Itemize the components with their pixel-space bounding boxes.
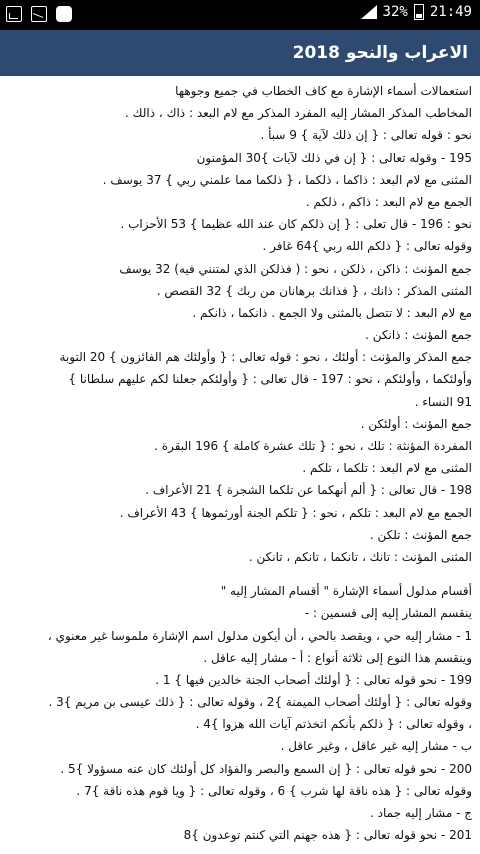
- text-line: وقوله تعالى : { ذلكم الله ربي }64 غافر .: [262, 239, 472, 254]
- text-line: أقسام مدلول أسماء الإشارة " أقسام المشار إليه ": [220, 584, 472, 599]
- text-line: المثنى مع لام البعد : تلكما ، تلكم .: [302, 461, 472, 476]
- text-line: وقوله تعالى : { أولئك أصحاب الميمنة }2 ، وقوله تعالى : { ذلك عيسى بن مريم }3 .: [48, 695, 472, 710]
- text-line: جمع المذكر والمؤنث : أولئك ، نحو : قوله تعالى : { وأولئك هم الفائزون } 20 التوبة: [59, 350, 472, 365]
- text-line: نحو : قوله تعالى : { إن ذلك لآية } 9 سبأ .: [260, 128, 472, 143]
- text-line: المفردة المؤنثة : تلك ، نحو : { تلك عشرة كاملة } 196 البقرة .: [154, 439, 472, 453]
- text-line: وأولئكما ، وأولئكم ، نحو : 197 - قال تعالى : { وأولئكم جعلنا لكم عليهم سلطانا }: [68, 372, 472, 387]
- text-line: ب - مشار إليه غير عاقل ، وغير عاقل .: [280, 739, 472, 754]
- page-title: الاعراب والنحو 2018: [292, 43, 468, 63]
- text-line: [4, 568, 472, 580]
- text-line: جمع المؤنث : ذاكن ، ذلكن ، نحو : ( فذلكن الذي لمتنني فيه) 32 يوسف: [119, 261, 472, 276]
- text-line: 199 - نحو قوله تعالى : { أولئك أصحاب الجنة خالدين فيها } 1 .: [155, 672, 472, 687]
- text-line: وينقسم هذا النوع إلى ثلاثة أنواع : أ - مشار إليه عاقل .: [203, 650, 472, 665]
- text-line: جمع المؤنث : أولئكن .: [360, 416, 472, 431]
- clock: 21:49: [429, 4, 472, 20]
- text-line: 91 النساء .: [414, 394, 472, 409]
- status-bar: [0, 0, 480, 30]
- text-line: وقوله تعالى : { هذه ناقة لها شرب } 6 ، وقوله تعالى : { ويا قوم هذه ناقة }7 .: [76, 783, 472, 798]
- game-notification-icon: [56, 6, 72, 22]
- text-line: مع لام البعد : لا تتصل بالمثنى ولا الجمع . ذانكما ، ذانكم .: [192, 305, 472, 320]
- text-line: استعمالات أسماء الإشارة مع كاف الخطاب في جميع وجوهها: [175, 84, 472, 98]
- text-line: ينقسم المشار إليه إلى قسمين : -: [304, 606, 472, 621]
- text-line: المثنى المؤنث : تانك ، تانكما ، تانكم ، تانكن .: [248, 549, 472, 564]
- text-line: الجمع مع لام البعد : ذاكم ، ذلكم .: [305, 194, 472, 209]
- mail-notification-icon: [31, 6, 47, 22]
- text-line: جمع المؤنث : ذانكن .: [365, 328, 472, 343]
- signal-icon: [361, 5, 377, 19]
- text-line: 1 - مشار إليه حي ، ويقصد بالحي ، أن أيكون مدلول اسم الإشارة ملموسا غير معنوي ،: [47, 628, 472, 643]
- text-line: جمع المؤنث : تلكن .: [369, 527, 472, 542]
- article-content[interactable]: [0, 76, 480, 854]
- text-line: 198 - قال تعالى : { ألم أنهكما عن تلكما الشجرة } 21 الأعراف .: [145, 483, 472, 498]
- text-line: المثنى مع لام البعد : ذاكما ، ذلكما ، { ذلكما مما علمني ربي } 37 يوسف .: [102, 172, 472, 187]
- text-line: المخاطب المذكر المشار إليه المفرد المذكر مع لام البعد : ذاك ، ذالك .: [125, 106, 472, 121]
- text-line: المثنى المذكر : ذانك ، { فذانك برهانان من ربك } 32 القصص .: [156, 283, 472, 298]
- battery-percent: 32%: [382, 4, 408, 20]
- text-line: 201 - نحو قوله تعالى : { هذه جهنم التي كنتم توعدون }8: [183, 828, 472, 843]
- app-bar: [0, 30, 480, 76]
- text-line: 200 - نحو قوله تعالى : { إن السمع والبصر والفؤاد كل أولئك كان عنه مسؤولا }5 .: [60, 761, 472, 776]
- battery-icon: [414, 4, 424, 20]
- text-line: نحو : 196 - قال تعلى : { إن ذلكم كان عند الله عظيما } 53 الأحزاب .: [120, 217, 472, 232]
- text-line: ج - مشار إليه جماد .: [370, 806, 472, 820]
- image-notification-icon: [6, 6, 22, 22]
- text-line: الجمع مع لام البعد : تلكم ، نحو : { تلكم الجنة أورثموها } 43 الأعراف .: [119, 505, 472, 520]
- notification-icons: [6, 6, 72, 22]
- text-line: 195 - وقوله تعالى : { إن في ذلك لآيات }30 المؤمنون: [196, 150, 472, 165]
- text-line: ، وقوله تعالى : { ذلكم بأنكم اتخذتم آيات الله هزوا }4 .: [195, 717, 472, 732]
- status-right: [361, 4, 472, 20]
